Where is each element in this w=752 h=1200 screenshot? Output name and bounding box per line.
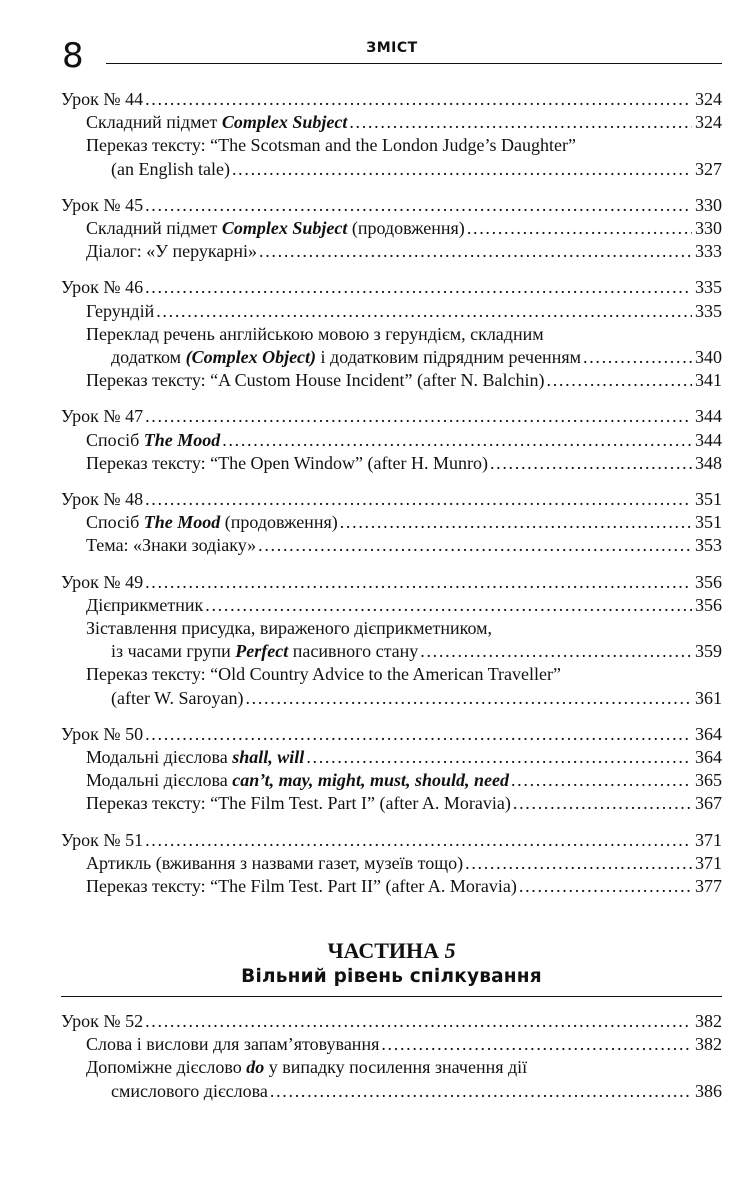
- toc-row: [61, 511, 722, 534]
- toc-row: [61, 346, 722, 369]
- page-ref: 324: [695, 89, 722, 109]
- lesson-group: [61, 829, 722, 899]
- leader-dots: [145, 829, 692, 852]
- toc-title: Урок № 49: [61, 571, 144, 592]
- lesson-group: [61, 405, 722, 475]
- part-title: ЧАСТИНА 5: [327, 938, 456, 963]
- leader-dots: [145, 723, 692, 746]
- toc-title: [86, 300, 154, 323]
- leader-dots: [340, 511, 692, 534]
- title-text: із часами групи: [111, 641, 236, 662]
- leader-dots: [511, 769, 692, 792]
- emphasis-term: can’t, may, might, must, should, need: [232, 770, 509, 791]
- page-ref: 333: [695, 241, 722, 262]
- toc-title: [86, 875, 517, 898]
- page-ref: 356: [695, 571, 722, 592]
- page-ref: 367: [695, 793, 722, 814]
- toc-row: [61, 300, 722, 323]
- toc-row: [61, 687, 722, 710]
- toc-row: [61, 429, 722, 452]
- toc-row: [61, 452, 722, 475]
- toc-title: [111, 640, 418, 663]
- leader-dots: [232, 158, 692, 181]
- toc-title-line: Переказ тексту: “Old Country Advice to the American Traveller”: [86, 664, 562, 685]
- toc-title: Урок № 50: [61, 723, 144, 744]
- lesson-group: [61, 488, 722, 558]
- toc-row: [61, 1010, 722, 1033]
- part-heading: [61, 938, 722, 990]
- page-ref: 365: [695, 770, 722, 791]
- page-ref: 348: [695, 452, 722, 473]
- emphasis-term: The Mood: [143, 512, 221, 533]
- lesson-group: [61, 723, 722, 816]
- toc-row: [61, 369, 722, 392]
- header-rule: [106, 63, 722, 64]
- toc-title: [86, 511, 338, 534]
- leader-dots: [513, 792, 692, 815]
- toc-title: [111, 346, 581, 369]
- page-ref: 340: [695, 347, 722, 368]
- toc-title: (an English tale): [111, 158, 230, 179]
- title-text: Складний підмет: [86, 218, 222, 239]
- leader-dots: [270, 1080, 692, 1103]
- toc-row: [61, 852, 722, 875]
- title-text: додатком: [111, 347, 186, 368]
- toc-title: [86, 792, 511, 815]
- page-ref: 330: [695, 218, 722, 239]
- toc-title: Урок № 51: [61, 829, 144, 850]
- title-text: Тема: «Знаки зодіаку»: [86, 535, 257, 556]
- part-divider: [61, 996, 722, 997]
- page-ref: 382: [695, 1034, 722, 1055]
- title-text: Переказ тексту: “The Film Test. Part II” (after A. Moravia): [86, 876, 517, 897]
- page-ref: 351: [695, 489, 722, 510]
- title-text: Дієприкметник: [86, 594, 204, 615]
- toc-row: [61, 571, 722, 594]
- toc-row: [61, 240, 722, 263]
- page-ref: 327: [695, 158, 722, 179]
- leader-dots: [349, 111, 692, 134]
- title-text: Переказ тексту: “A Custom House Incident” (after N. Balchin): [86, 370, 545, 391]
- toc-row: [61, 769, 722, 792]
- page-ref: 324: [695, 112, 722, 133]
- leader-dots: [519, 875, 692, 898]
- title-text: Діалог: «У перукарні»: [86, 241, 258, 262]
- leader-dots: [467, 217, 692, 240]
- page-ref: 377: [695, 876, 722, 897]
- toc-title: Урок № 47: [61, 406, 144, 427]
- title-text: і додатковим підрядним реченням: [316, 347, 581, 368]
- lesson-group: [61, 571, 722, 710]
- page-header: [62, 34, 722, 78]
- leader-dots: [465, 852, 692, 875]
- toc-row: [61, 829, 722, 852]
- toc-title-line: [61, 1056, 722, 1079]
- toc-part: [61, 1010, 722, 1116]
- title-text: пасивного стану: [288, 641, 419, 662]
- page-ref: 351: [695, 512, 722, 533]
- toc-row: [61, 534, 722, 557]
- lesson-group: [61, 194, 722, 264]
- title-text: Переказ тексту: “The Film Test. Part I” (after A. Moravia): [86, 793, 511, 814]
- leader-dots: [156, 300, 692, 323]
- title-text: Герундій: [86, 300, 155, 321]
- page-ref: 344: [695, 406, 722, 427]
- toc-row: [61, 1080, 722, 1103]
- toc-title: [86, 240, 257, 263]
- page-ref: 335: [695, 300, 722, 321]
- toc-main: [61, 88, 722, 911]
- page-ref: 361: [695, 687, 722, 708]
- leader-dots: [145, 88, 692, 111]
- leader-dots: [222, 429, 692, 452]
- toc-row: [61, 640, 722, 663]
- toc-title: смислового дієслова: [111, 1080, 268, 1101]
- lesson-group: [61, 276, 722, 392]
- page-number: 8: [62, 36, 84, 76]
- leader-dots: [420, 640, 692, 663]
- emphasis-term: Perfect: [235, 641, 289, 662]
- toc-row: [61, 875, 722, 898]
- toc-row: [61, 488, 722, 511]
- page-ref: 359: [695, 641, 722, 662]
- leader-dots: [205, 594, 692, 617]
- title-text: Складний підмет: [86, 112, 222, 133]
- page-ref: 371: [695, 829, 722, 850]
- toc-title-line: Зіставлення присудка, вираженого дієприкметником,: [86, 618, 493, 639]
- toc-row: [61, 111, 722, 134]
- toc-title: [86, 1033, 379, 1056]
- leader-dots: [145, 488, 692, 511]
- toc-title: [86, 769, 509, 792]
- leader-dots: [259, 240, 692, 263]
- toc-row: [61, 1033, 722, 1056]
- page-ref: 353: [695, 535, 722, 556]
- emphasis-term: shall, will: [232, 747, 305, 768]
- leader-dots: [145, 194, 692, 217]
- emphasis-term: (Complex Object): [185, 347, 317, 368]
- emphasis-term: The Mood: [143, 429, 221, 450]
- toc-row: [61, 194, 722, 217]
- toc-row: [61, 594, 722, 617]
- toc-title: [86, 534, 256, 557]
- page-ref: 364: [695, 747, 722, 768]
- title-text: Спосіб: [86, 512, 144, 533]
- title-text: Модальні дієслова: [86, 770, 233, 791]
- emphasis-term: Complex Subject: [221, 218, 348, 239]
- lesson-group: [61, 1010, 722, 1103]
- toc-title: Урок № 52: [61, 1011, 144, 1031]
- header-title: ЗМІСТ: [62, 40, 722, 56]
- toc-row: [61, 276, 722, 299]
- toc-title-line: Переказ тексту: “The Scotsman and the London Judge’s Daughter”: [86, 135, 576, 156]
- leader-dots: [490, 452, 692, 475]
- toc-title: (after W. Saroyan): [111, 687, 244, 708]
- toc-title: Урок № 45: [61, 194, 144, 215]
- page-ref: 382: [695, 1011, 722, 1031]
- leader-dots: [145, 276, 692, 299]
- toc-title: [86, 429, 220, 452]
- leader-dots: [258, 534, 692, 557]
- page-ref: 330: [695, 194, 722, 215]
- leader-dots: [145, 1010, 692, 1033]
- leader-dots: [381, 1033, 692, 1056]
- toc-title: [86, 217, 465, 240]
- page-ref: 341: [695, 370, 722, 391]
- toc-title: Урок № 48: [61, 489, 144, 510]
- toc-row: [61, 746, 722, 769]
- toc-title: Урок № 46: [61, 277, 144, 298]
- toc-title: [86, 111, 347, 134]
- page-ref: 344: [695, 429, 722, 450]
- toc-title: [86, 746, 304, 769]
- page-ref: 386: [695, 1080, 722, 1101]
- title-text: Переказ тексту: “The Open Window” (after H. Munro): [86, 452, 488, 473]
- toc-title: [86, 852, 463, 875]
- leader-dots: [547, 369, 693, 392]
- toc-title-line: Переклад речень англійською мовою з герундієм, складним: [86, 323, 544, 344]
- toc-title: [86, 594, 203, 617]
- toc-title: [86, 369, 545, 392]
- page-ref: 364: [695, 723, 722, 744]
- toc-row: [61, 723, 722, 746]
- title-text: Допоміжне дієслово: [86, 1057, 247, 1078]
- leader-dots: [245, 687, 692, 710]
- emphasis-term: do: [246, 1057, 265, 1078]
- title-text: (продовження): [347, 218, 465, 239]
- leader-dots: [145, 571, 692, 594]
- toc-row: [61, 88, 722, 111]
- leader-dots: [306, 746, 692, 769]
- toc-row: [61, 158, 722, 181]
- page-ref: 356: [695, 594, 722, 615]
- toc-row: [61, 405, 722, 428]
- title-text: Артикль (вживання з назвами газет, музеїв тощо): [86, 852, 464, 873]
- leader-dots: [583, 346, 692, 369]
- title-text: Модальні дієслова: [86, 747, 233, 768]
- toc-title: Урок № 44: [61, 89, 144, 109]
- leader-dots: [145, 405, 692, 428]
- toc-title: [86, 452, 488, 475]
- title-text: у випадку посилення значення дії: [264, 1057, 528, 1078]
- title-text: Спосіб: [86, 429, 144, 450]
- lesson-group: [61, 88, 722, 181]
- title-text: Слова і вислови для запам’ятовування: [86, 1034, 380, 1055]
- toc-row: [61, 217, 722, 240]
- toc-row: [61, 792, 722, 815]
- page-ref: 371: [695, 852, 722, 873]
- part-subtitle: Вільний рівень спілкування: [241, 966, 542, 987]
- emphasis-term: Complex Subject: [221, 112, 348, 133]
- title-text: (продовження): [220, 512, 338, 533]
- page-ref: 335: [695, 277, 722, 298]
